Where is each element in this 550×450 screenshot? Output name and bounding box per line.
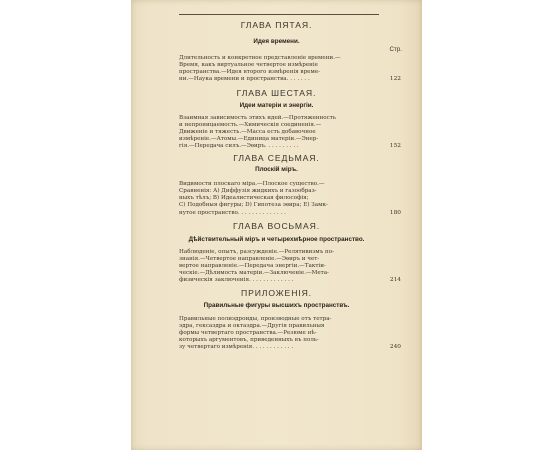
toc-line: ческiе.—Дѣлимость матерiи.—Заключенiе.—Мета- xyxy=(179,270,329,276)
toc-line: вертое направленiе.—Передача энергiи.—Тактiи- xyxy=(179,263,326,269)
toc-line: знанiя.—Четвертое направленiе.—Эѳиръ и чет- xyxy=(179,256,320,262)
toc-line: Длительность и конкретное представленiе времени.— xyxy=(179,55,341,61)
chapter-subtitle: Плоскiй мiръ. xyxy=(255,166,298,173)
chapter-subtitle: Дѣйствительный мiръ и четырехмѣрное пространство. xyxy=(188,236,365,243)
toc-line: гiя.—Передача силъ.—Эѳиръ. . . . . . . . . . xyxy=(179,143,299,149)
chapter-heading: ГЛАВА ПЯТАЯ. xyxy=(240,20,313,30)
page-number: 152 xyxy=(389,143,401,149)
toc-line: пространства.—Идея второго измѣренiя време- xyxy=(179,69,321,75)
top-rule xyxy=(179,14,379,15)
toc-line: Взаимная зависимость этихъ идей.—Протяженность xyxy=(179,115,336,121)
toc-line: измѣренiе.—Атомы.—Единица матерiи.—Энер- xyxy=(179,136,319,142)
toc-line: Время, какъ виртуальное четвертое измѣренiе xyxy=(179,62,318,68)
toc-line: Видимости плоскаго мiра.—Плоское существо.— xyxy=(179,181,325,187)
toc-line: ныхъ тѣлъ; В) Идеалистическая философiя; xyxy=(179,195,309,201)
chapter-subtitle: Идея времени. xyxy=(253,38,300,45)
toc-line: зу четвертаго измѣренiя. . . . . . . . . . . . xyxy=(179,344,294,350)
page-number: 180 xyxy=(389,210,401,216)
page-column-label: Стр. xyxy=(389,46,402,53)
toc-line: формы четвертаго пространства.—Резюме нѣ- xyxy=(179,330,317,336)
chapter-heading: ГЛАВА СЕДЬМАЯ. xyxy=(233,153,320,163)
book-page xyxy=(131,0,422,450)
toc-line: Сравненiя: А) Диффузiя жидкихъ и газообраз- xyxy=(179,188,317,194)
chapter-heading: ПРИЛОЖЕНIЯ. xyxy=(241,288,312,298)
chapter-heading: ГЛАВА ВОСЬМАЯ. xyxy=(233,221,320,231)
toc-line: которыхъ аргументовъ, приведенныхъ въ поль- xyxy=(179,337,319,343)
toc-line: С) Подобныя фигуры; D) Гипотеза эѳира; Е) Замк- xyxy=(179,202,328,208)
page-number: 122 xyxy=(389,76,401,82)
toc-line: Наблюденiе, опытъ, разсужденiе.—Релятивизмъ по- xyxy=(179,249,334,255)
toc-line: нутое пространство. . . . . . . . . . . . . . xyxy=(179,210,286,216)
page-number: 240 xyxy=(389,344,401,350)
toc-line: эдра, гексаэдра и октаэдра.—Другiя правильныя xyxy=(179,323,325,329)
toc-line: физическiя заключенiя. . . . . . . . . . . . . xyxy=(179,277,294,283)
chapter-heading: ГЛАВА ШЕСТАЯ. xyxy=(236,88,317,98)
chapter-subtitle: Правильные фигуры высшихъ пространствъ. xyxy=(203,302,350,309)
page-number: 214 xyxy=(389,277,401,283)
toc-line: и непроницаемость.—Химическiя соединенiя.— xyxy=(179,122,322,128)
toc-line: Движенiе и тяжесть.—Масса есть добавочное xyxy=(179,129,316,135)
toc-line: Правильные полиэдроиды, производные отъ тетра- xyxy=(179,316,332,322)
toc-line: ни.—Наука времени и пространства. . . . . . . xyxy=(179,76,310,82)
chapter-subtitle: Идеи матерiи и энергiи. xyxy=(239,102,314,109)
